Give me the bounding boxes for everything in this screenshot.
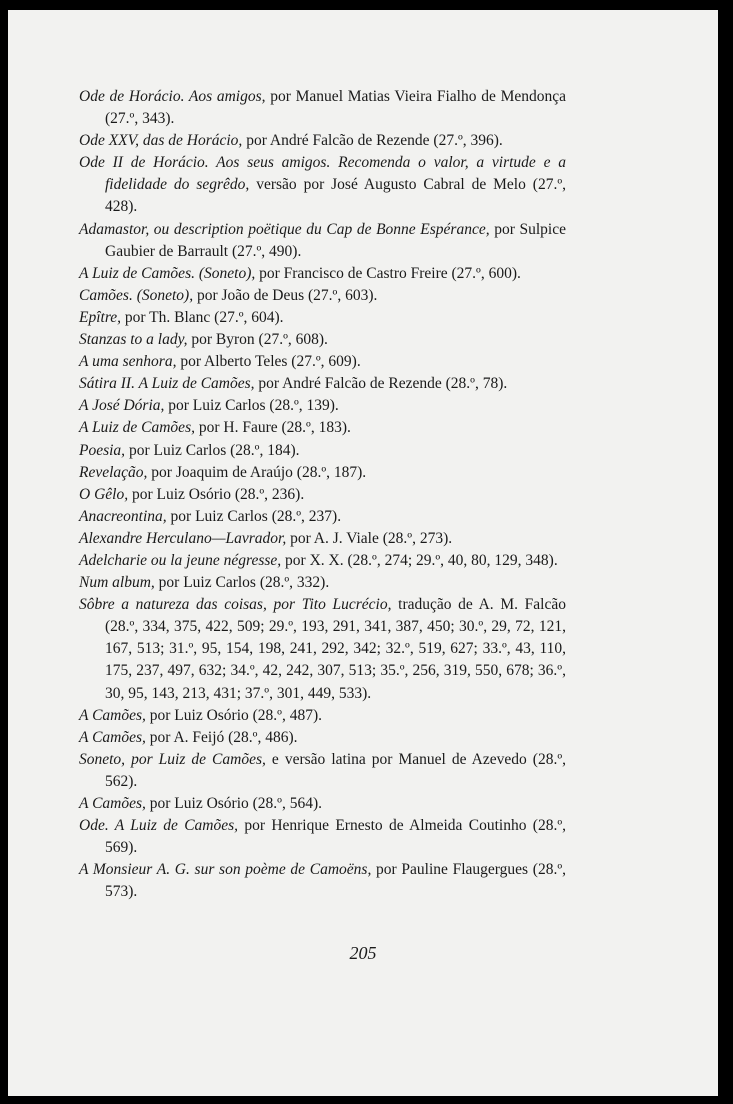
entry-title: Ode de Horácio. Aos amigos, <box>79 88 266 105</box>
entry-title: O Gêlo, <box>79 485 129 503</box>
entry-details: por Luiz Osório (28.º, 487). <box>145 706 323 724</box>
list-item <box>79 86 566 130</box>
entry-title: Sôbre a natureza das coisas, por Tito Lucrécio, <box>79 596 392 614</box>
entry-title: Soneto, por Luiz de Camões, <box>79 750 266 768</box>
entry-details: por Joaquim de Araújo (28.º, 187). <box>147 463 367 481</box>
list-item <box>79 373 566 395</box>
entry-title: A Luiz de Camões. (Soneto), <box>79 264 256 282</box>
list-item <box>79 395 566 417</box>
list-item <box>79 351 566 373</box>
list-item <box>79 152 566 218</box>
bibliography-list <box>79 86 566 903</box>
entry-details: por Luiz Osório (28.º, 564). <box>145 795 323 812</box>
entry-details: por Th. Blanc (27.º, 604). <box>121 308 284 326</box>
list-item <box>79 462 566 484</box>
list-item <box>79 528 566 550</box>
entry-details: por X. X. (28.º, 274; 29.º, 40, 80, 129, 348). <box>281 551 558 569</box>
list-item <box>79 219 566 263</box>
list-item <box>79 793 566 815</box>
entry-details: por Alberto Teles (27.º, 609). <box>176 353 361 371</box>
entry-title: Ode II de Horácio. Aos seus amigos. Recomenda o valor, a virtude e a fidelidade do segrêdo, <box>79 154 566 194</box>
list-item <box>79 705 566 727</box>
entry-details: por A. J. Viale (28.º, 273). <box>286 529 453 547</box>
list-item <box>79 263 566 285</box>
entry-details: versão por José Augusto Cabral de Melo (27.º, 428). <box>105 176 566 216</box>
entry-title: Poesia, <box>79 441 126 459</box>
entry-title: Anacreontina, <box>79 507 167 525</box>
list-item <box>79 484 566 506</box>
entry-title: A José Dória, <box>79 397 165 415</box>
entry-title: Adamastor, ou description poëtique du Cap de Bonne Espérance, <box>79 220 490 238</box>
entry-title: Epître, <box>79 308 122 326</box>
entry-title: Ode XXV, das de Horácio, <box>79 132 243 150</box>
entry-title: A uma senhora, <box>79 353 177 371</box>
entry-details: por Luiz Carlos (28.º, 237). <box>166 507 342 525</box>
entry-title: A Camões, <box>79 795 146 812</box>
entry-details: por Luiz Carlos (28.º, 139). <box>164 397 339 415</box>
entry-title: A Luiz de Camões, <box>79 419 195 437</box>
entry-title: Sátira II. A Luiz de Camões, <box>79 375 255 393</box>
list-item <box>79 307 566 329</box>
list-item <box>79 550 566 572</box>
entry-details: por Luiz Carlos (28.º, 332). <box>154 574 330 592</box>
list-item <box>79 417 566 439</box>
list-item <box>79 440 566 462</box>
entry-title: A Camões, <box>79 728 146 746</box>
list-item <box>79 859 566 903</box>
entry-details: por João de Deus (27.º, 603). <box>193 286 378 304</box>
list-item <box>79 130 566 152</box>
entry-title: Alexandre Herculano—Lavrador, <box>79 529 287 547</box>
entry-details: por A. Feijó (28.º, 486). <box>145 728 298 746</box>
page-number: 205 <box>349 943 377 963</box>
entry-details: por André Falcão de Rezende (28.º, 78). <box>254 375 508 393</box>
entry-title: Num album, <box>79 574 155 592</box>
entry-details: por Pauline Flaugergues (28.º, 573). <box>105 861 566 901</box>
entry-details: por H. Faure (28.º, 183). <box>194 419 351 437</box>
entry-details: tradução de A. M. Falcão (28.º, 334, 375, 422, 509; 29.º, 193, 291, 341, 387, 450; 30.º, 29, 72, 121, 167, 513; 31.º, 95, 154, 198, 241, 292, 342; 32.º, 519, 627; 33.º, 43, 110, 175, 237, 497, 632; 34.º, 42, 242, 307, 513; 35.º, 256, 319, 550, 678; 36.º, 30, 95, 143, 213, 431; 37.º, 301, 449, 533). <box>105 596 566 702</box>
list-item <box>79 815 566 859</box>
entry-title: Revelação, <box>79 463 148 481</box>
entry-details: por Luiz Carlos (28.º, 184). <box>125 441 300 459</box>
entry-details: por Byron (27.º, 608). <box>187 331 328 349</box>
entry-title: Adelcharie ou la jeune négresse, <box>79 551 282 569</box>
list-item <box>79 749 566 793</box>
entry-details: por Francisco de Castro Freire (27.º, 600). <box>255 264 521 282</box>
entry-title: Stanzas to a lady, <box>79 331 188 349</box>
list-item <box>79 329 566 351</box>
list-item <box>79 594 566 704</box>
list-item <box>79 727 566 749</box>
entry-details: por Sulpice Gaubier de Barrault (27.º, 490). <box>105 220 566 260</box>
list-item <box>79 285 566 307</box>
entry-title: A Camões, <box>79 706 146 724</box>
book-page <box>8 10 718 1096</box>
entry-details: por Henrique Ernesto de Almeida Coutinho (28.º, 569). <box>105 817 566 857</box>
entry-title: Camões. (Soneto), <box>79 286 194 304</box>
entry-title: A Monsieur A. G. sur son poème de Camoëns, <box>79 861 372 879</box>
list-item <box>79 506 566 528</box>
entry-title: Ode. A Luiz de Camões, <box>79 817 239 835</box>
entry-details: por Luiz Osório (28.º, 236). <box>128 485 305 503</box>
entry-details: por André Falcão de Rezende (27.º, 396). <box>242 132 503 150</box>
entry-details: e versão latina por Manuel de Azevedo (28.º, 562). <box>105 750 566 790</box>
entry-details: por Manuel Matias Vieira Fialho de Mendonça (27.º, 343). <box>105 88 566 128</box>
list-item <box>79 572 566 594</box>
